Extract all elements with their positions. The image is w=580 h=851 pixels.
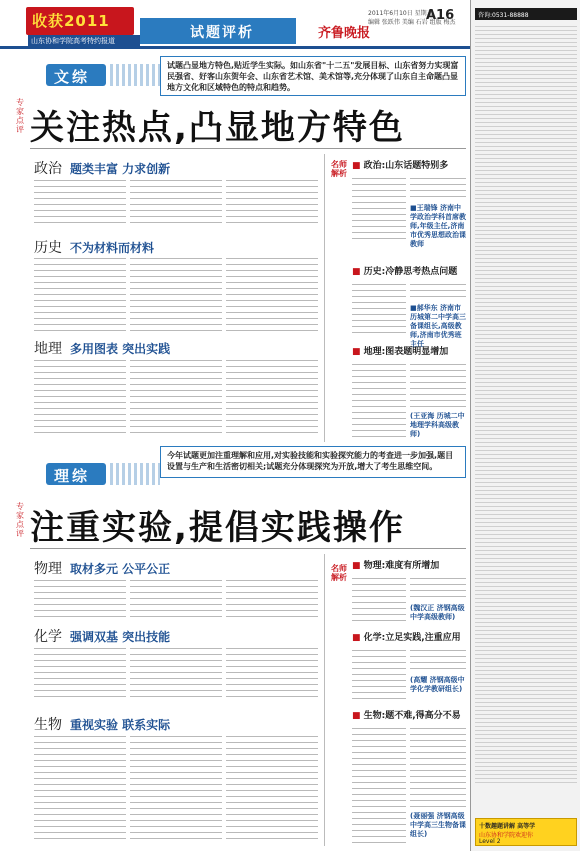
- editor-credits: 编辑 张跃伟 美编 石岩 组版 梅杰: [368, 19, 456, 26]
- wenzong-mingshi-label: 名师解析: [331, 160, 347, 178]
- issue-date: 2011年6月10日 星期五: [368, 10, 433, 17]
- article-text: [410, 648, 466, 674]
- ad-bottom-line2: 山东协和学院欢迎你: [479, 832, 534, 839]
- headline-rule: [30, 148, 466, 149]
- article-text: [352, 362, 406, 438]
- article-text: [410, 362, 466, 410]
- article-text: [226, 734, 318, 844]
- article-text: [226, 578, 318, 620]
- subject-title: 取材多元 公平公正: [70, 562, 171, 576]
- article-text: [34, 178, 126, 226]
- expert-author-geography: (王亚海 历城二中地理学科高级教师): [410, 412, 465, 438]
- ad-bottom-line3: Level 2: [479, 838, 501, 845]
- expert-author-chemistry: (高耀 济钢高级中学化学教研组长): [410, 676, 465, 693]
- subject-title: 题类丰富 力求创新: [70, 162, 171, 176]
- article-text: [410, 176, 466, 202]
- expert-head-biology: ■ 生物:题不难,得高分不易: [352, 708, 461, 721]
- ad-phone-line: 咨询:0531-88888: [475, 8, 577, 20]
- article-text: [34, 358, 126, 438]
- subject-name: 历史: [34, 240, 62, 256]
- logo-title: 收获2011: [32, 12, 110, 30]
- ad-listing-text: [475, 26, 577, 786]
- ad-bottom-line1: 十数趣题讲解 高等学: [479, 823, 536, 830]
- article-text: [226, 358, 318, 438]
- advertisement-column: [470, 0, 580, 851]
- wenzong-subhead-geography: [34, 338, 170, 358]
- wenzong-banner: [46, 64, 106, 86]
- article-text: [34, 578, 126, 620]
- column-divider: [324, 554, 325, 846]
- lizong-subhead-biology: [34, 714, 170, 734]
- wenzong-side-label: 专家点评: [16, 98, 24, 134]
- column-logo: [26, 7, 134, 35]
- wenzong-banner-label: 文综: [54, 68, 91, 86]
- wenzong-subhead-history: [34, 237, 154, 257]
- subject-title: 多用图表 突出实践: [70, 342, 171, 356]
- wenzong-subhead-politics: [34, 158, 170, 178]
- lizong-headline: 注重实验,提倡实践操作: [30, 508, 405, 548]
- expert-author-biology: (聂丽强 济钢高级中学高三生物备课组长): [410, 812, 466, 838]
- page-number: A16: [426, 8, 455, 23]
- logo-subtitle: 山东协和学院高考特约报道: [28, 35, 140, 47]
- subject-name: 物理: [34, 561, 62, 577]
- article-text: [410, 726, 466, 810]
- lizong-subhead-physics: [34, 558, 170, 578]
- expert-head-chemistry: ■ 化学:立足实践,注重应用: [352, 630, 461, 643]
- subject-title: 不为材料而材料: [70, 241, 155, 255]
- expert-author-physics: (魏汉正 济钢高级中学高级教师): [410, 604, 465, 621]
- banner-decoration: [110, 463, 160, 485]
- article-text: [34, 256, 126, 332]
- article-text: [130, 646, 222, 698]
- section-tab: [140, 18, 296, 44]
- expert-head-politics: ■ 政治:山东话题特别多: [352, 158, 448, 171]
- subject-name: 政治: [34, 161, 62, 177]
- wenzong-headline: 关注热点,凸显地方特色: [30, 108, 405, 148]
- column-divider: [324, 154, 325, 442]
- article-text: [130, 256, 222, 332]
- subject-name: 化学: [34, 629, 62, 645]
- subject-title: 强调双基 突出技能: [70, 630, 171, 644]
- expert-head-physics: ■ 物理:难度有所增加: [352, 558, 439, 571]
- lizong-mingshi-label: 名师解析: [331, 564, 347, 582]
- article-text: [352, 576, 406, 626]
- expert-author-politics: ■王瑞锋 济南中学政治学科首席教师,年级主任,济南市优秀思想政治课教师: [410, 204, 466, 248]
- expert-head-geography: ■ 地理:图表题明显增加: [352, 344, 448, 357]
- section-title: 试题评析: [190, 25, 254, 41]
- article-text: [410, 282, 466, 302]
- article-text: [226, 256, 318, 332]
- expert-author-history: ■郝华东 济南市历城第二中学高三备课组长,高级教师,济南市优秀班主任: [410, 304, 466, 348]
- article-text: [410, 576, 466, 602]
- headline-rule: [30, 548, 466, 549]
- article-text: [226, 178, 318, 226]
- wenzong-lead: 试题凸显地方特色,贴近学生实际。如山东省"十二五"发展目标、山东省努力实现富民强省、好客山东贺年会、山东省艺术馆、美术馆等,充分体现了山东自主命题凸显地方文化和区域特色的特点和趋势。: [160, 56, 466, 96]
- article-text: [352, 176, 406, 240]
- article-text: [130, 358, 222, 438]
- article-text: [130, 734, 222, 844]
- expert-head-history: ■ 历史:冷静思考热点问题: [352, 264, 457, 277]
- masthead-rule: [0, 46, 470, 49]
- article-text: [352, 648, 406, 700]
- article-text: [130, 578, 222, 620]
- subject-title: 重视实验 联系实际: [70, 718, 171, 732]
- article-text: [352, 282, 406, 338]
- subject-name: 地理: [34, 341, 62, 357]
- article-text: [34, 646, 126, 698]
- newspaper-brand: 齐鲁晚报: [318, 26, 371, 41]
- article-text: [34, 734, 126, 844]
- lizong-banner-label: 理综: [54, 467, 91, 485]
- article-text: [130, 178, 222, 226]
- lizong-lead: 今年试题更加注重理解和应用,对实验技能和实验探究能力的考查进一步加强,题目设置与生产和生活密切相关;试题充分体现探究为开放,增大了考生思维空间。: [160, 446, 466, 478]
- article-text: [352, 726, 406, 844]
- lizong-banner: [46, 463, 106, 485]
- subject-name: 生物: [34, 717, 62, 733]
- lizong-subhead-chemistry: [34, 626, 170, 646]
- banner-decoration: [110, 64, 160, 86]
- lizong-side-label: 专家点评: [16, 502, 24, 538]
- ad-bottom-box: [475, 818, 577, 846]
- article-text: [226, 646, 318, 698]
